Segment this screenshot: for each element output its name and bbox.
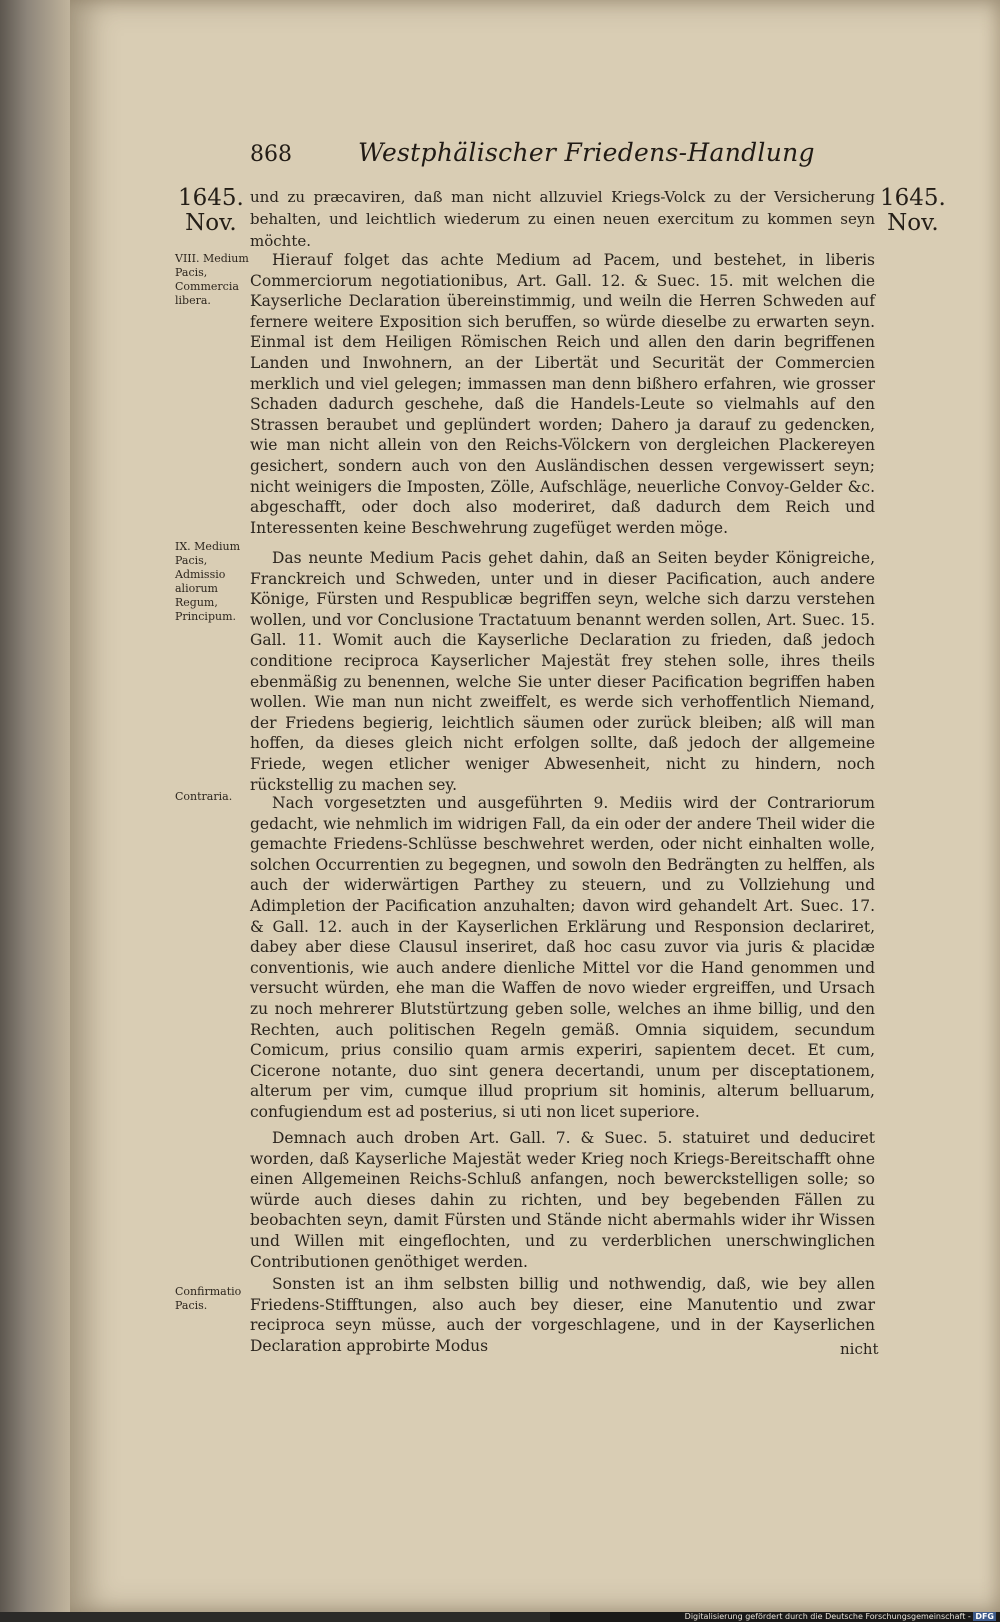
- page-header: [250, 138, 875, 178]
- dfg-logo: DFG: [975, 1612, 994, 1621]
- paragraph-block-contraria: [250, 793, 875, 1123]
- footer-credit: [550, 1612, 1000, 1622]
- paragraph-0: und zu præcaviren, daß man nicht allzuviel Kriegs-Volck zu der Versicherung behalten, und leichtlich wiederum zu einen neuen exercitum zu kommen seyn möchte.: [250, 188, 875, 250]
- paragraph-block-medium-9: [250, 548, 875, 795]
- side-note-medium-8: VIII. Medium Pacis, Commercia libera.: [175, 252, 249, 307]
- footer-text: Digitalisierung gefördert durch die Deutsche Forschungsgemeinschaft -: [684, 1612, 971, 1621]
- margin-date-right: [880, 186, 946, 236]
- side-note-confirmatio: Confirmatio Pacis.: [175, 1285, 242, 1312]
- paragraph-4: Demnach auch droben Art. Gall. 7. & Suec. 5. statuiret und deduciret worden, daß Kayserliche Majestät weder Krieg noch Kriegs-Bereitschafft ohne einen Allgemeinen Reichs-Schluß anfangen, noch bewerckstelligen solle; so würde auch dieses dahin zu richten, und bey begebenden Fällen zu beobachten seyn, damit Fürsten und Stände nicht abermahls wider ihr Wissen und Willen mit eingeflochten, und zu verderblichen unerschwinglichen Contributionen genöthiget werden.: [250, 1129, 875, 1271]
- paragraph-2: Das neunte Medium Pacis gehet dahin, daß an Seiten beyder Königreiche, Franckreich und Schweden, unter und in dieser Pacification, auch andere Könige, Fürsten und Respublicæ begriffen seyn, welche sich darzu verstehen wollen, und vor Conclusione Tractatuum benannt werden sollen, Art. Suec. 15. Gall. 11. Womit auch die Kayserliche Declaration zu frieden, daß jedoch conditione reciproca Kayserlicher Majestät frey stehen solle, ihres theils ebenmäßig zu benennen, welche Sie unter dieser Pacification begriffen haben wollen. Wie man nun nicht zweiffelt, es werde sich verhoffentlich Niemand, der Friedens begierig, leichtlich säumen oder zurück bleiben; alß will man hoffen, da dieses gleich nicht erfolgen sollte, daß jedoch der allgemeine Friede, wegen etlicher weniger Abwesenheit, nicht zu hindern, noch rückstellig zu machen sey.: [250, 549, 875, 794]
- margin-year-right: 1645.: [880, 185, 946, 211]
- running-title: Westphälischer Friedens-Handlung: [358, 138, 815, 167]
- paragraph-5: Sonsten ist an ihm selbsten billig und nothwendig, daß, wie bey allen Friedens-Stifftungen, also auch bey dieser, eine Manutentio und zwar reciproca seyn müsse, auch der vorgeschlagene, und in der Kayserlichen Declaration approbirte Modus: [250, 1275, 875, 1355]
- paragraph-1: Hierauf folget das achte Medium ad Pacem, und bestehet, in liberis Commerciorum negotiationibus, Art. Gall. 12. & Suec. 15. mit welchen die Kayserliche Declaration übereinstimmig, und weiln die Herren Schweden auf fernere weitere Exposition sich beruffen, so würde dieselbe zu erwarten seyn. Einmal ist dem Heiligen Römischen Reich und allen den darin begriffenen Landen und Inwohnern, an der Libertät und Securität der Commercien merklich und viel gelegen; immassen man denn bißhero erfahren, wie grosser Schaden dadurch geschehe, daß die Handels-Leute so vielmahls auf den Strassen beraubet und geplündert worden; Dahero ja darauf zu gedencken, wie man nicht allein von den Reichs-Völckern von dergleichen Plackereyen gesichert, sondern auch von den Ausländischen dessen vergewissert seyn; nicht weinigers die Imposten, Zölle, Aufschläge, neuerliche Convoy-Gelder &c. abgeschafft, oder doch also moderiret, daß dadurch dem Reich und Interessenten keine Beschwehrung zugefüget werden möge.: [250, 251, 875, 537]
- paragraph-block-statuiret: [250, 1128, 875, 1272]
- paragraph-3: Nach vorgesetzten und ausgeführten 9. Mediis wird der Contrariorum gedacht, wie nehmlich im widrigen Fall, da ein oder der andere Theil wider die gemachte Friedens-Schlüsse beschwehret werden, oder nicht einhalten wolle, solchen Occurrentien zu begegnen, und sowoln den Bedrängten zu helffen, als auch der widerwärtigen Parthey zu steuern, und zu Vollziehung und Adimpletion der Pacification anzuhalten; davon wird gehandelt Art. Suec. 17. & Gall. 12. auch in der Kayserlichen Erklärung und Responsion declariret, dabey aber diese Clausul inseriret, daß hoc casu zuvor via juris & placidæ conventionis, wie auch andere dienliche Mittel vor die Hand genommen und versucht würden, ehe man die Waffen de novo wieder ergreiffen, und Ursach zu noch mehrerer Blutstürtzung geben solle, welches an ihme billig, und den Rechten, auch politischen Regeln gemäß. Omnia siquidem, secundum Comicum, prius consilio quam armis experiri, sapientem decet. Et cum, Cicerone notante, duo sint genera decertandi, unum per disceptationem, alterum per vim, cumque illud proprium sit hominis, alterum belluarum, confugiendum est ad posterius, si uti non licet superiore.: [250, 794, 875, 1121]
- paragraph-continuation: [250, 186, 875, 252]
- paragraph-block-confirmatio: [250, 1274, 875, 1356]
- margin-month-left: Nov.: [185, 210, 237, 236]
- margin-month-right: Nov.: [887, 210, 939, 236]
- paragraph-block-medium-8: [250, 250, 875, 538]
- side-note-contraria: Contraria.: [175, 790, 233, 803]
- margin-date-left: [178, 186, 244, 236]
- page-number: 868: [250, 142, 292, 167]
- side-note-medium-9: IX. Medium Pacis, Admissio aliorum Regum, Principum.: [175, 540, 241, 623]
- margin-year-left: 1645.: [178, 185, 244, 211]
- footer-strip: [0, 1612, 550, 1622]
- catchword: nicht: [840, 1340, 879, 1358]
